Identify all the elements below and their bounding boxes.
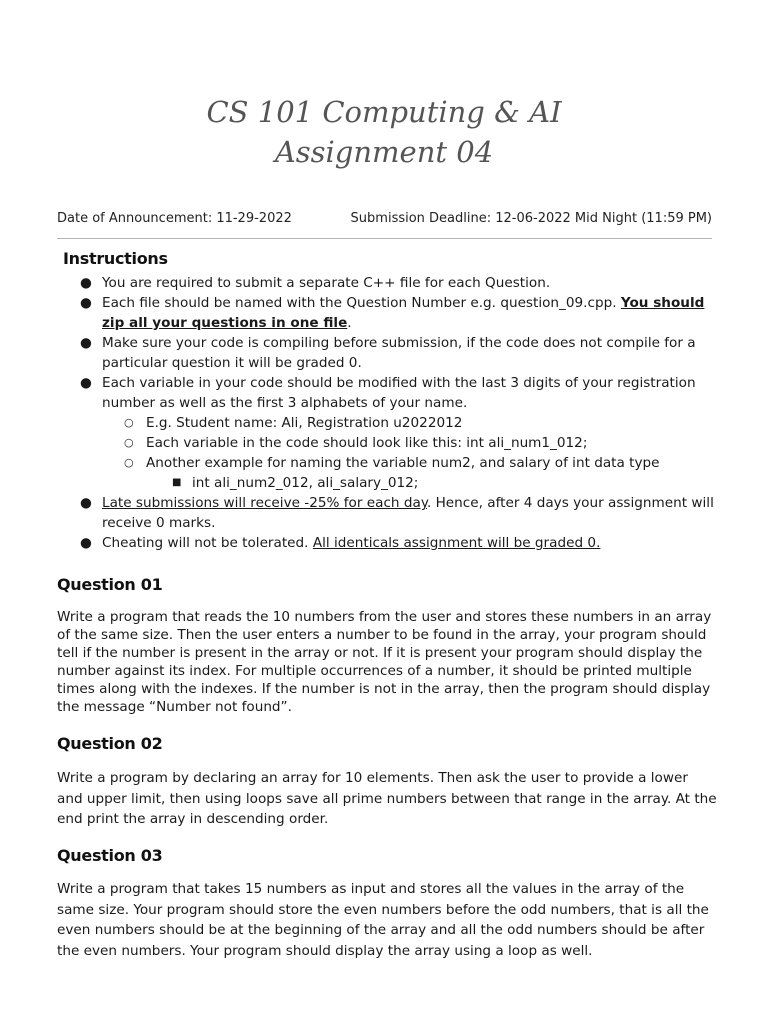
list-item: ● Each file should be named with the Question Number e.g. question_09.cpp. You should zip all your questions in one file. xyxy=(80,295,705,331)
question-01-body: Write a program that reads the 10 numbers from the user and stores these numbers in an array of the same size. Then the user enters a number to be found in the array, your program should tell if the number is present in the array or not. If it is present your program should display the number against its index. For multiple occurrences of a number, it should be printed multiple times along with the indexes. If the number is not in the array, then the program should display the message “Number not found”. xyxy=(57,609,712,715)
square-bullet-icon: ■ xyxy=(172,477,182,488)
bullet-icon: ● xyxy=(80,535,92,551)
bullet-icon: ● xyxy=(80,495,92,511)
header-divider xyxy=(57,238,712,239)
sub-sub-list-item: ■ int ali_num2_012, ali_salary_012; xyxy=(172,475,419,491)
list-item: ● Make sure your code is compiling before submission, if the code does not compile for a particular question it will be graded 0. xyxy=(80,335,696,371)
list-item: ● Cheating will not be tolerated. All identicals assignment will be graded 0. xyxy=(80,535,601,551)
bullet-icon: ● xyxy=(80,275,92,291)
submission-deadline: Submission Deadline: 12-06-2022 Mid Night (11:59 PM) xyxy=(350,211,712,226)
bullet-icon: ● xyxy=(80,295,92,311)
question-03-body: Write a program that takes 15 numbers as input and stores all the values in the array of the same size. Your program should store the even numbers before the odd numbers, that is all the even numbers should be at the beginning of the array and all the odd numbers should be after the even numbers. Your program should display the array using a loop as well. xyxy=(57,881,709,959)
list-item: ● Late submissions will receive -25% for each day. Hence, after 4 days your assignment will receive 0 marks. xyxy=(80,495,714,531)
circle-bullet-icon: ○ xyxy=(124,416,134,429)
list-item: ● You are required to submit a separate C++ file for each Question. xyxy=(80,275,551,291)
question-02-body: Write a program by declaring an array for 10 elements. Then ask the user to provide a lower and upper limit, then using loops save all prime numbers between that range in the array. At the end print the array in descending order. xyxy=(57,770,717,827)
document-title-line-2: Assignment 04 xyxy=(274,135,494,169)
question-02-heading: Question 02 xyxy=(57,734,163,753)
late-policy: Late submissions will receive -25% for each day xyxy=(102,495,427,511)
sub-list-item: ○ Each variable in the code should look like this: int ali_num1_012; xyxy=(124,435,588,451)
bullet-icon: ● xyxy=(80,375,92,391)
circle-bullet-icon: ○ xyxy=(124,456,134,469)
instructions-heading: Instructions xyxy=(63,249,168,268)
list-item: ● Each variable in your code should be modified with the last 3 digits of your registration number as well as the first 3 alphabets of your name. xyxy=(80,375,696,411)
cheating-policy: All identicals assignment will be graded 0. xyxy=(312,535,601,551)
question-01-heading: Question 01 xyxy=(57,575,163,594)
bullet-icon: ● xyxy=(80,335,92,351)
document-title-line-1: CS 101 Computing & AI xyxy=(206,95,562,129)
dates-row xyxy=(57,209,712,229)
zip-note: You should zip all your questions in one file xyxy=(102,295,705,331)
circle-bullet-icon: ○ xyxy=(124,436,134,449)
instructions-list xyxy=(80,273,720,553)
announcement-date: Date of Announcement: 11-29-2022 xyxy=(57,211,292,226)
question-03-heading: Question 03 xyxy=(57,846,163,865)
sub-list-item: ○ E.g. Student name: Ali, Registration u2022012 xyxy=(124,415,463,431)
sub-list-item: ○ Another example for naming the variable num2, and salary of int data type xyxy=(124,455,660,471)
